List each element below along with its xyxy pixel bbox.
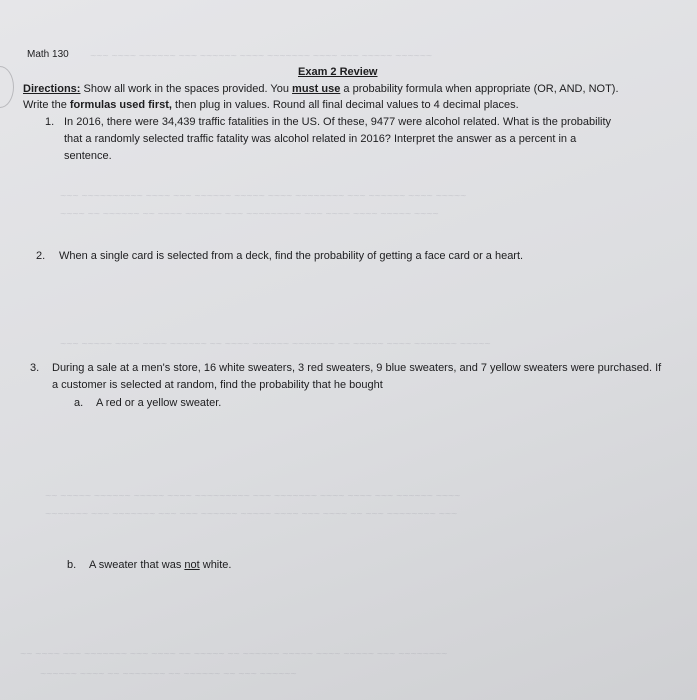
question-3b: [67, 559, 231, 571]
part-label: a.: [74, 397, 84, 409]
question-number: 3.: [30, 362, 40, 374]
bleed-through-text: ~~~ ~~~~ ~~~~~~ ~~~ ~~~~~~ ~~~~ ~~~~~~~ ~~~~ ~~~ ~~~~~ ~~~~~~: [90, 50, 432, 62]
directions-emphasis: formulas used first,: [69, 99, 172, 111]
question-text: In 2016, there were 34,439 traffic fatalities in the US. Of these, 9477 were alcohol related. What is the probability that a randomly selected traffic fatality was alcohol related in 2016? Interpret the answer as a percent in a sentence.: [64, 116, 612, 162]
part-text-after: white.: [199, 559, 232, 571]
directions-label: Directions:: [23, 83, 81, 95]
bleed-through-text: ~~~~~~ ~~~~ ~~ ~~~~~~~ ~~ ~~~~~~ ~~ ~~~ ~~~~~~: [40, 668, 297, 680]
part-text-emphasis: not: [184, 559, 200, 571]
bleed-through-text: ~~~~ ~~ ~~~~~~ ~~ ~~~~ ~~~~~~ ~~~ ~~~~~~~~~ ~~~ ~~~~ ~~~~ ~~~~~ ~~~~: [60, 208, 439, 220]
course-name: Math 130: [27, 49, 69, 60]
directions-text: a probability formula when appropriate (OR, AND, NOT). Write the: [23, 83, 619, 111]
question-text: During a sale at a men's store, 16 white sweaters, 3 red sweaters, 9 blue sweaters, and 7 yellow sweaters were purchased. If a customer is selected at random, find the probability that he bought: [52, 362, 662, 391]
bleed-through-text: ~~~ ~~~~~ ~~~~ ~~~~ ~~~~~~ ~~ ~~~~ ~~~~~~ ~~~~~~~ ~~ ~~~~~ ~~~~ ~~~~~~~ ~~~~~: [60, 338, 491, 350]
question-3a: [74, 397, 221, 409]
bleed-through-text: ~~~ ~~~~~~~~~~ ~~~~ ~~~ ~~~~~~ ~~~~~ ~~~~ ~~~~~~~~ ~~~ ~~~~~~ ~~~~ ~~~~~: [60, 190, 467, 202]
page-edge: [0, 66, 14, 108]
question-number: 2.: [36, 250, 46, 262]
page-title: Exam 2 Review: [298, 66, 378, 78]
directions-text: Show all work in the spaces provided. You: [80, 83, 293, 95]
part-label: b.: [67, 559, 77, 571]
bleed-through-text: ~~ ~~~~ ~~~ ~~~~~~~ ~~~ ~~~~ ~~ ~~~~~ ~~ ~~~~~~ ~~~~~ ~~~~ ~~~~~ ~~~ ~~~~~~~~: [20, 648, 448, 660]
part-text-before: A sweater that was: [89, 559, 185, 571]
directions-text: then plug in values. Round all final decimal values to 4 decimal places.: [171, 99, 519, 111]
question-number: 1.: [45, 116, 55, 128]
bleed-through-text: ~~~~~~~ ~~~ ~~~~~~~ ~~~ ~~~ ~~~~~~ ~~~~~ ~~~~ ~~~ ~~~~ ~~ ~~~ ~~~~~~~~ ~~~: [45, 508, 457, 520]
question-3: [30, 360, 670, 394]
question-2: [36, 250, 523, 262]
bleed-through-text: ~~ ~~~~~ ~~~~~~ ~~~~~ ~~~~ ~~~~~~~~~ ~~~ ~~~~~~~ ~~~~ ~~~~ ~~~ ~~~~~~ ~~~~: [45, 490, 461, 502]
question-1: [45, 114, 625, 165]
directions-emphasis: must use: [292, 83, 341, 95]
part-text: A red or a yellow sweater.: [96, 397, 222, 409]
directions: [23, 81, 633, 113]
question-text: When a single card is selected from a deck, find the probability of getting a face card or a heart.: [59, 250, 524, 262]
part-text: [89, 559, 231, 571]
